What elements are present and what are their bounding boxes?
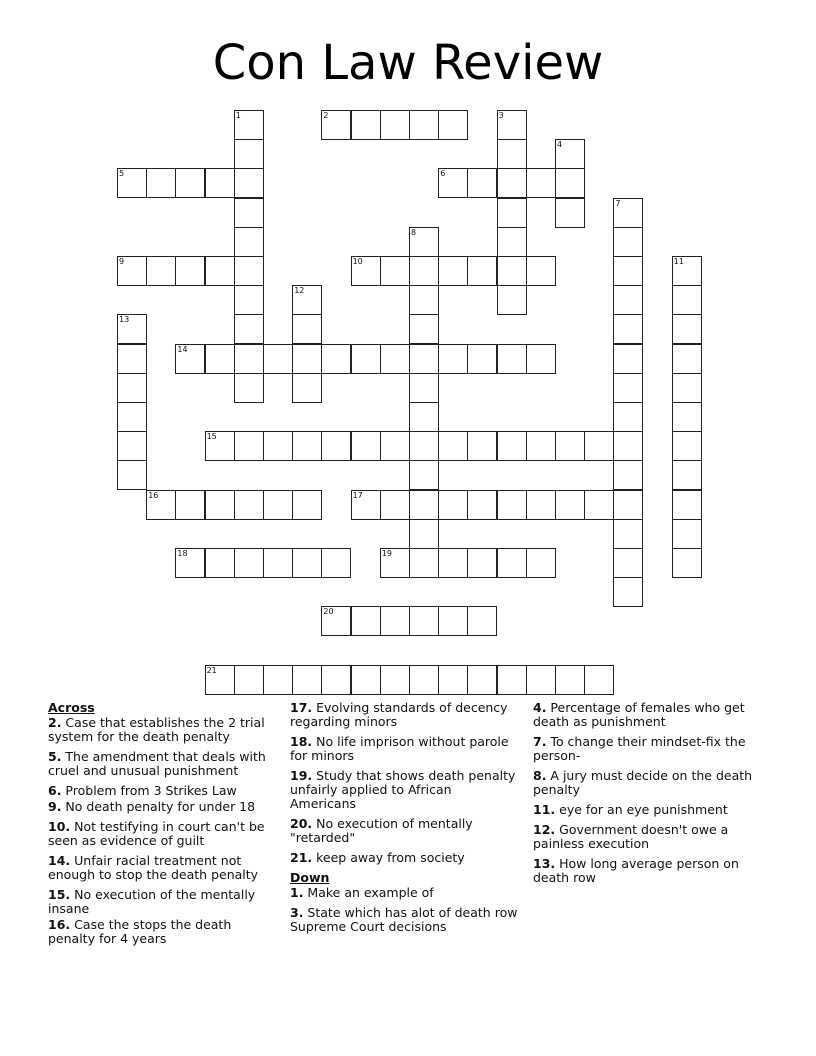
- grid-cell[interactable]: [321, 665, 351, 695]
- grid-cell[interactable]: [292, 373, 322, 403]
- grid-cell[interactable]: [117, 402, 147, 432]
- grid-cell[interactable]: [438, 110, 468, 140]
- grid-cell[interactable]: [526, 548, 556, 578]
- grid-cell[interactable]: [613, 577, 643, 607]
- grid-cell[interactable]: [613, 344, 643, 374]
- grid-cell[interactable]: [380, 431, 410, 461]
- clue-across-20: 20. No execution of mentally "retarded": [290, 816, 473, 845]
- clue-across-5: 5. The amendment that deals with cruel and unusual punishment: [48, 749, 266, 778]
- across-heading: Across: [48, 700, 95, 715]
- grid-cell[interactable]: [467, 490, 497, 520]
- grid-cell[interactable]: [613, 285, 643, 315]
- grid-cell[interactable]: [409, 110, 439, 140]
- grid-cell[interactable]: [292, 285, 322, 315]
- grid-cell[interactable]: [205, 168, 235, 198]
- grid-cell[interactable]: [613, 256, 643, 286]
- grid-cell[interactable]: [380, 110, 410, 140]
- grid-cell[interactable]: [234, 548, 264, 578]
- clue-across-14: 14. Unfair racial treatment not enough to stop the death penalty: [48, 853, 259, 882]
- grid-cell[interactable]: [205, 665, 235, 695]
- grid-cell[interactable]: [234, 431, 264, 461]
- grid-cell[interactable]: [613, 490, 643, 520]
- clue-across-16: 16. Case the stops the death penalty for 4 years: [48, 917, 232, 946]
- clue-down-4: 4. Percentage of females who get death as punishment: [533, 700, 745, 729]
- clue-down-13: 13. How long average person on death row: [533, 856, 739, 885]
- grid-cell[interactable]: [409, 256, 439, 286]
- clue-number: 6: [440, 169, 446, 179]
- grid-cell[interactable]: [497, 431, 527, 461]
- clue-across-10: 10. Not testifying in court can't be seen as evidence of guilt: [48, 819, 265, 848]
- clue-across-15: 15. No execution of the mentally insane: [48, 887, 256, 916]
- grid-cell[interactable]: [672, 431, 702, 461]
- down-heading: Down: [290, 870, 330, 885]
- grid-cell[interactable]: [292, 548, 322, 578]
- clue-number: 13: [119, 315, 130, 325]
- clue-number: 4: [557, 140, 563, 150]
- grid-cell[interactable]: [234, 665, 264, 695]
- grid-cell[interactable]: [351, 606, 381, 636]
- grid-cell[interactable]: [526, 256, 556, 286]
- grid-cell[interactable]: [321, 431, 351, 461]
- grid-cell[interactable]: [263, 490, 293, 520]
- clue-number: 11: [673, 257, 684, 266]
- grid-cell[interactable]: [409, 227, 439, 257]
- grid-cell[interactable]: [409, 373, 439, 403]
- grid-cell[interactable]: [409, 490, 439, 520]
- grid-cell[interactable]: [234, 198, 264, 228]
- grid-cell[interactable]: [292, 490, 322, 520]
- grid-cell[interactable]: [613, 548, 643, 578]
- grid-cell[interactable]: [292, 665, 322, 695]
- grid-cell[interactable]: [497, 665, 527, 695]
- grid-cell[interactable]: [234, 490, 264, 520]
- grid-cell[interactable]: [175, 168, 205, 198]
- grid-cell[interactable]: [555, 139, 585, 169]
- grid-cell[interactable]: [351, 110, 381, 140]
- grid-cell[interactable]: [380, 344, 410, 374]
- clue-number: 17: [352, 490, 363, 500]
- grid-cell[interactable]: [263, 431, 293, 461]
- grid-cell[interactable]: [555, 490, 585, 520]
- grid-cell[interactable]: [292, 431, 322, 461]
- grid-cell[interactable]: [672, 519, 702, 549]
- grid-cell[interactable]: [175, 548, 205, 578]
- grid-cell[interactable]: [292, 344, 322, 374]
- clue-number: 15: [206, 432, 217, 442]
- grid-cell[interactable]: [234, 373, 264, 403]
- grid-cell[interactable]: [205, 431, 235, 461]
- grid-cell[interactable]: [467, 256, 497, 286]
- grid-cell[interactable]: [526, 431, 556, 461]
- clues-column-2: [290, 701, 518, 940]
- grid-cell[interactable]: [613, 198, 643, 228]
- clue-number: 2: [323, 111, 329, 120]
- grid-cell[interactable]: [117, 256, 147, 286]
- grid-cell[interactable]: [234, 110, 264, 140]
- clue-down-3: 3. State which has alot of death row Supreme Court decisions: [290, 905, 518, 934]
- grid-cell[interactable]: [497, 490, 527, 520]
- grid-cell[interactable]: [409, 314, 439, 344]
- grid-cell[interactable]: [321, 110, 351, 140]
- grid-cell[interactable]: [613, 519, 643, 549]
- grid-cell[interactable]: [497, 227, 527, 257]
- grid-cell[interactable]: [467, 665, 497, 695]
- grid-cell[interactable]: [584, 665, 614, 695]
- grid-cell[interactable]: [467, 548, 497, 578]
- grid-cell[interactable]: [351, 344, 381, 374]
- grid-cell[interactable]: [234, 256, 264, 286]
- clue-number: 18: [177, 549, 188, 558]
- grid-cell[interactable]: [672, 548, 702, 578]
- clues-column-1: [48, 701, 276, 952]
- clue-across-18: 18. No life imprison without parole for minors: [290, 734, 509, 763]
- clue-number: 3: [498, 111, 504, 120]
- grid-cell[interactable]: [351, 256, 381, 286]
- grid-cell[interactable]: [234, 168, 264, 198]
- grid-cell[interactable]: [467, 606, 497, 636]
- clue-across-19: 19. Study that shows death penalty unfairly applied to African Americans: [290, 768, 516, 811]
- grid-cell[interactable]: [438, 548, 468, 578]
- grid-cell[interactable]: [263, 344, 293, 374]
- grid-cell[interactable]: [555, 431, 585, 461]
- grid-cell[interactable]: [409, 344, 439, 374]
- clue-number: 7: [615, 198, 621, 208]
- grid-cell[interactable]: [497, 198, 527, 228]
- grid-cell[interactable]: [438, 490, 468, 520]
- grid-cell[interactable]: [175, 256, 205, 286]
- grid-cell[interactable]: [234, 139, 264, 169]
- grid-cell[interactable]: [497, 110, 527, 140]
- clue-number: 19: [381, 549, 392, 558]
- grid-cell[interactable]: [438, 256, 468, 286]
- grid-cell[interactable]: [117, 344, 147, 374]
- grid-cell[interactable]: [672, 490, 702, 520]
- grid-cell[interactable]: [351, 665, 381, 695]
- grid-cell[interactable]: [234, 344, 264, 374]
- grid-cell[interactable]: [380, 606, 410, 636]
- grid-cell[interactable]: [438, 344, 468, 374]
- clue-across-21: 21. keep away from society: [290, 850, 465, 865]
- grid-cell[interactable]: [146, 256, 176, 286]
- grid-cell[interactable]: [380, 256, 410, 286]
- clue-number: 21: [206, 665, 217, 675]
- grid-cell[interactable]: [321, 606, 351, 636]
- grid-cell[interactable]: [613, 227, 643, 257]
- grid-cell[interactable]: [467, 344, 497, 374]
- grid-cell[interactable]: [555, 168, 585, 198]
- clue-number: 8: [411, 227, 417, 237]
- grid-cell[interactable]: [321, 548, 351, 578]
- grid-cell[interactable]: [613, 431, 643, 461]
- grid-cell[interactable]: [117, 460, 147, 490]
- grid-cell[interactable]: [613, 314, 643, 344]
- grid-cell[interactable]: [672, 285, 702, 315]
- grid-cell[interactable]: [321, 344, 351, 374]
- grid-cell[interactable]: [175, 344, 205, 374]
- grid-cell[interactable]: [146, 490, 176, 520]
- grid-cell[interactable]: [672, 460, 702, 490]
- clue-across-2: 2. Case that establishes the 2 trial system for the death penalty: [48, 715, 265, 744]
- clue-across-17: 17. Evolving standards of decency regarding minors: [290, 700, 508, 729]
- grid-cell[interactable]: [467, 168, 497, 198]
- grid-cell[interactable]: [117, 314, 147, 344]
- grid-cell[interactable]: [380, 548, 410, 578]
- clue-number: 9: [119, 257, 125, 266]
- grid-cell[interactable]: [497, 139, 527, 169]
- clue-number: 10: [352, 257, 363, 266]
- grid-cell[interactable]: [467, 431, 497, 461]
- grid-cell[interactable]: [613, 460, 643, 490]
- grid-cell[interactable]: [205, 256, 235, 286]
- grid-cell[interactable]: [526, 665, 556, 695]
- clue-across-6: 6. Problem from 3 Strikes Law: [48, 783, 237, 798]
- clue-number: 20: [323, 607, 334, 617]
- grid-cell[interactable]: [351, 490, 381, 520]
- grid-cell[interactable]: [497, 256, 527, 286]
- grid-cell[interactable]: [292, 314, 322, 344]
- grid-cell[interactable]: [380, 490, 410, 520]
- grid-cell[interactable]: [438, 431, 468, 461]
- grid-cell[interactable]: [672, 344, 702, 374]
- grid-cell[interactable]: [672, 373, 702, 403]
- grid-cell[interactable]: [205, 344, 235, 374]
- grid-cell[interactable]: [497, 344, 527, 374]
- clue-down-8: 8. A jury must decide on the death penalty: [533, 768, 753, 797]
- puzzle-title: Con Law Review: [212, 35, 604, 91]
- grid-cell[interactable]: [497, 548, 527, 578]
- grid-cell[interactable]: [409, 519, 439, 549]
- grid-cell[interactable]: [409, 431, 439, 461]
- grid-cell[interactable]: [205, 548, 235, 578]
- grid-cell[interactable]: [409, 665, 439, 695]
- grid-cell[interactable]: [263, 665, 293, 695]
- grid-cell[interactable]: [613, 373, 643, 403]
- clue-down-11: 11. eye for an eye punishment: [533, 802, 728, 817]
- grid-cell[interactable]: [234, 285, 264, 315]
- grid-cell[interactable]: [117, 373, 147, 403]
- grid-cell[interactable]: [438, 665, 468, 695]
- grid-cell[interactable]: [117, 168, 147, 198]
- grid-cell[interactable]: [613, 402, 643, 432]
- grid-cell[interactable]: [409, 285, 439, 315]
- clues-column-3: [533, 701, 761, 891]
- clue-number: 5: [119, 169, 125, 179]
- grid-cell[interactable]: [409, 548, 439, 578]
- clue-number: 14: [177, 344, 188, 354]
- grid-cell[interactable]: [438, 606, 468, 636]
- grid-cell[interactable]: [175, 490, 205, 520]
- grid-cell[interactable]: [234, 227, 264, 257]
- grid-cell[interactable]: [526, 490, 556, 520]
- grid-cell[interactable]: [555, 198, 585, 228]
- grid-cell[interactable]: [555, 665, 585, 695]
- clue-down-1: 1. Make an example of: [290, 885, 434, 900]
- grid-cell[interactable]: [584, 431, 614, 461]
- grid-cell[interactable]: [672, 314, 702, 344]
- grid-cell[interactable]: [497, 168, 527, 198]
- clue-number: 16: [148, 490, 159, 500]
- clue-across-9: 9. No death penalty for under 18: [48, 799, 256, 814]
- clue-down-7: 7. To change their mindset-fix the person-: [533, 734, 746, 763]
- clue-number: 12: [294, 286, 305, 296]
- grid-cell[interactable]: [351, 431, 381, 461]
- grid-cell[interactable]: [263, 548, 293, 578]
- grid-cell[interactable]: [409, 402, 439, 432]
- clue-down-12: 12. Government doesn't owe a painless execution: [533, 822, 729, 851]
- grid-cell[interactable]: [526, 344, 556, 374]
- grid-cell[interactable]: [117, 431, 147, 461]
- grid-cell[interactable]: [584, 490, 614, 520]
- grid-cell[interactable]: [409, 606, 439, 636]
- grid-cell[interactable]: [234, 314, 264, 344]
- grid-cell[interactable]: [672, 256, 702, 286]
- grid-cell[interactable]: [497, 285, 527, 315]
- grid-cell[interactable]: [409, 460, 439, 490]
- clue-number: 1: [235, 111, 241, 120]
- grid-cell[interactable]: [438, 168, 468, 198]
- grid-cell[interactable]: [146, 168, 176, 198]
- grid-cell[interactable]: [672, 402, 702, 432]
- grid-cell[interactable]: [205, 490, 235, 520]
- grid-cell[interactable]: [526, 168, 556, 198]
- grid-cell[interactable]: [380, 665, 410, 695]
